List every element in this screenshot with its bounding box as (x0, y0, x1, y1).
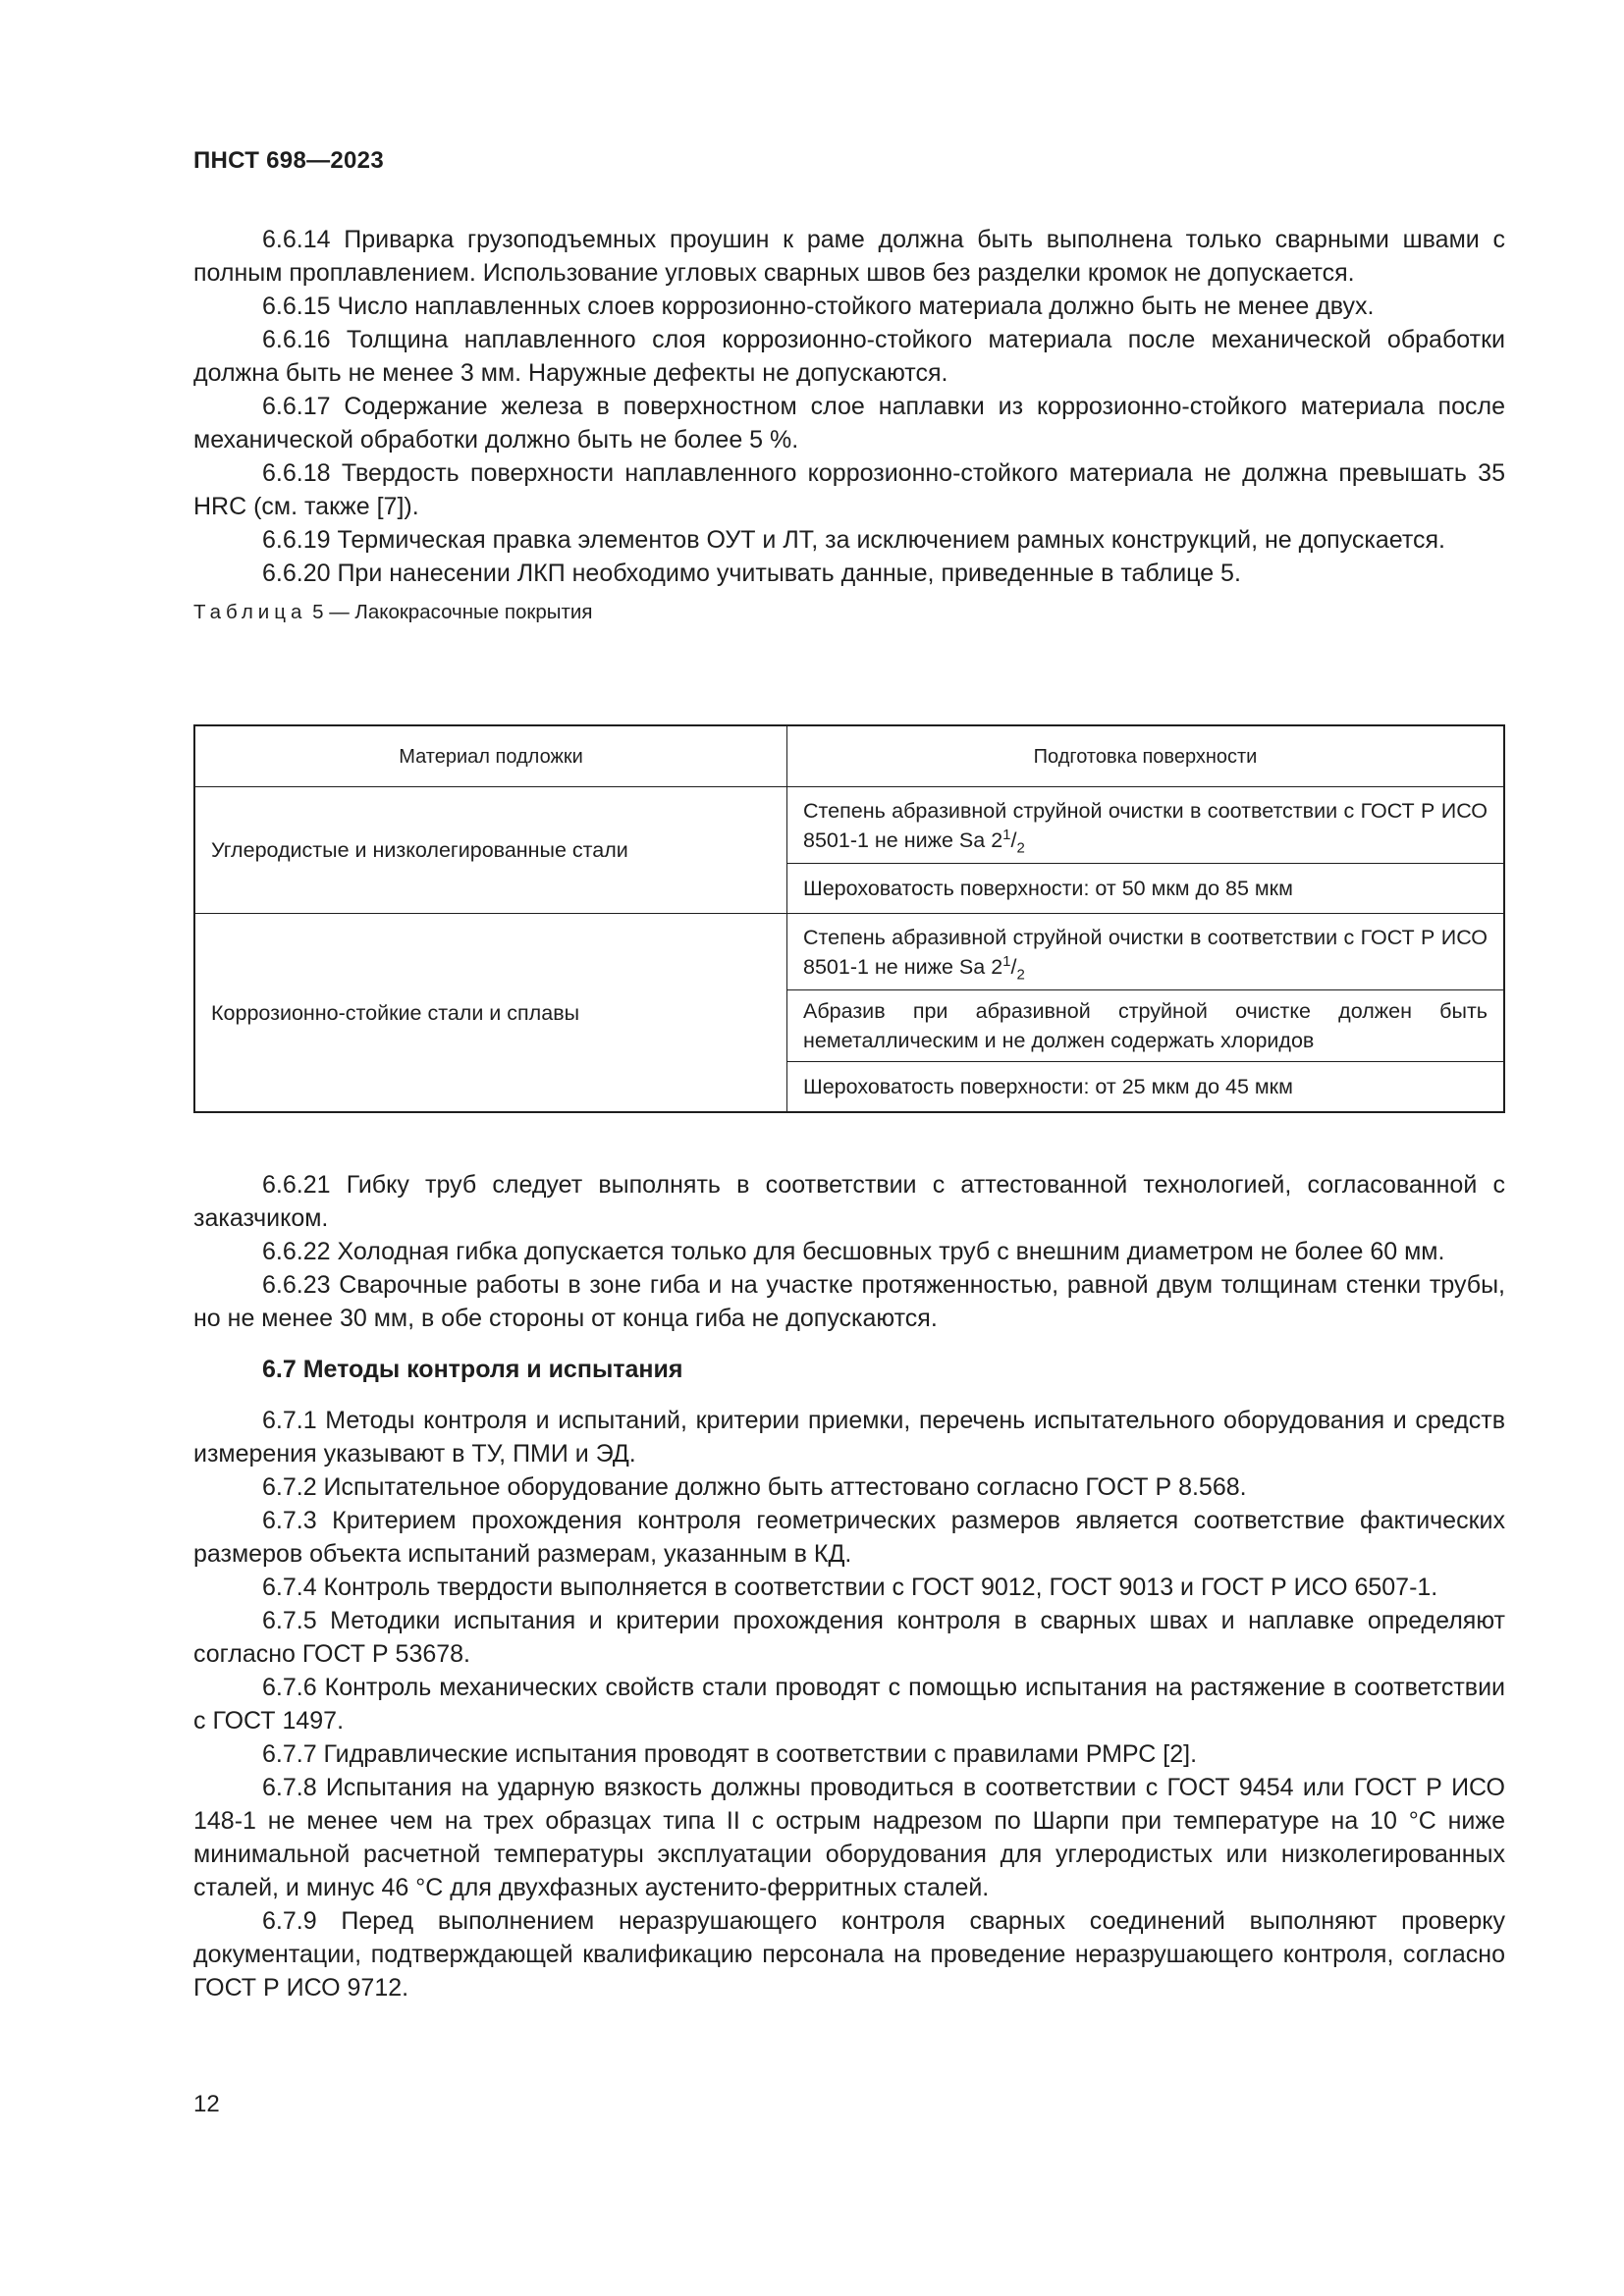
page-number: 12 (193, 2091, 220, 2117)
clause-6-7-8: 6.7.8 Испытания на ударную вязкость должны проводиться в соответствии с ГОСТ 9454 или ГОСТ Р ИСО 148-1 не менее чем на трех образцах типа II с острым надрезом по Шарпи при температуре на 10 °С ниже минимальной расчетной температуры эксплуатации оборудования для углеродистых или низколегированных сталей, и минус 46 °С для двухфазных аустенито-ферритных сталей. (193, 1774, 1505, 1901)
clause-6-6-20: 6.6.20 При нанесении ЛКП необходимо учитывать данные, приведенные в таблице 5. (262, 560, 1241, 587)
table-row (194, 914, 1504, 990)
clause-6-6-19: 6.6.19 Термическая правка элементов ОУТ и ЛТ, за исключением рамных конструкций, не допускается. (262, 526, 1445, 554)
prep-cell: Шероховатость поверхности: от 50 мкм до 85 мкм (787, 864, 1505, 914)
clause-6-7-4: 6.7.4 Контроль твердости выполняется в соответствии с ГОСТ 9012, ГОСТ 9013 и ГОСТ Р ИСО 6507-1. (262, 1574, 1438, 1601)
clause-6-7-1: 6.7.1 Методы контроля и испытаний, критерии приемки, перечень испытательного оборудования и средств измерения указывают в ТУ, ПМИ и ЭД. (193, 1407, 1505, 1468)
section-heading: 6.7 Методы контроля и испытания (262, 1356, 683, 1383)
clauses-before-table (193, 223, 1505, 627)
table-row (194, 787, 1504, 864)
coatings-table (193, 724, 1505, 1113)
clause-6-6-22: 6.6.22 Холодная гибка допускается только для бесшовных труб с внешним диаметром не более 60 мм. (262, 1238, 1445, 1265)
prep-text: Степень абразивной струйной очистки в соответствии с ГОСТ Р ИСО 8501-1 не ниже Sa 2 (803, 925, 1488, 979)
prep-text: Степень абразивной струйной очистки в соответствии с ГОСТ Р ИСО 8501-1 не ниже Sa 2 (803, 798, 1488, 852)
fraction-numerator: 1 (1002, 826, 1011, 843)
material-cell-carbon: Углеродистые и низколегированные стали (194, 787, 787, 914)
clause-6-7-6: 6.7.6 Контроль механических свойств стали проводят с помощью испытания на растяжение в соответствии с ГОСТ 1497. (193, 1674, 1505, 1735)
fraction-numerator: 1 (1002, 952, 1011, 970)
clause-6-6-17: 6.6.17 Содержание железа в поверхностном слое наплавки из коррозионно-стойкого материала после механической обработки должно быть не более 5 %. (193, 393, 1505, 454)
clause-6-7-5: 6.7.5 Методики испытания и критерии прохождения контроля в сварных швах и наплавке определяют согласно ГОСТ Р 53678. (193, 1607, 1505, 1668)
col-header-preparation: Подготовка поверхности (787, 725, 1505, 787)
col-header-material: Материал подложки (194, 725, 787, 787)
fraction-denominator: 2 (1016, 965, 1025, 983)
prep-cell: Шероховатость поверхности: от 25 мкм до 45 мкм (787, 1062, 1505, 1113)
clauses-after-table (193, 1168, 1505, 2004)
prep-cell: Степень абразивной струйной очистки в соответствии с ГОСТ Р ИСО 8501-1 не ниже Sa $2^1/_2$ (787, 914, 1505, 990)
clause-6-6-15: 6.6.15 Число наплавленных слоев коррозионно-стойкого материала должно быть не менее двух. (262, 293, 1375, 320)
table-caption-label: Таблица (193, 601, 307, 623)
clause-6-7-9: 6.7.9 Перед выполнением неразрушающего контроля сварных соединений выполняют проверку документации, подтверждающей квалификацию персонала на проведение неразрушающего контроля, согласно ГОСТ Р ИСО 9712. (193, 1907, 1505, 2002)
clause-6-7-3: 6.7.3 Критерием прохождения контроля геометрических размеров является соответствие фактических размеров объекта испытаний размерам, указанным в КД. (193, 1507, 1505, 1568)
clause-6-6-16: 6.6.16 Толщина наплавленного слоя коррозионно-стойкого материала после механической обработки должна быть не менее 3 мм. Наружные дефекты не допускаются. (193, 326, 1505, 387)
clause-6-7-7: 6.7.7 Гидравлические испытания проводят в соответствии с правилами РМРС [2]. (262, 1740, 1198, 1768)
prep-cell: Абразив при абразивной струйной очистке должен быть неметаллическим и не должен содержать хлоридов (787, 990, 1505, 1062)
table-caption-text: 5 — Лакокрасочные покрытия (312, 601, 593, 623)
clause-6-6-21: 6.6.21 Гибку труб следует выполнять в соответствии с аттестованной технологией, согласованной с заказчиком. (193, 1171, 1505, 1232)
material-cell-stainless: Коррозионно-стойкие стали и сплавы (194, 914, 787, 1113)
table-header-row (194, 725, 1504, 787)
document-header: ПНСТ 698—2023 (193, 147, 384, 174)
clause-6-6-14: 6.6.14 Приварка грузоподъемных проушин к раме должна быть выполнена только сварными швами с полным проплавлением. Использование угловых сварных швов без разделки кромок не допускается. (193, 226, 1505, 287)
clause-6-7-2: 6.7.2 Испытательное оборудование должно быть аттестовано согласно ГОСТ Р 8.568. (262, 1473, 1247, 1501)
table-caption (193, 598, 1505, 627)
clause-6-6-18: 6.6.18 Твердость поверхности наплавленного коррозионно-стойкого материала не должна превышать 35 HRC (см. также [7]). (193, 459, 1505, 520)
clause-6-6-23: 6.6.23 Сварочные работы в зоне гиба и на участке протяженностью, равной двум толщинам стенки трубы, но не менее 30 мм, в обе стороны от конца гиба не допускаются. (193, 1271, 1505, 1332)
fraction-denominator: 2 (1016, 838, 1025, 856)
prep-cell: Степень абразивной струйной очистки в соответствии с ГОСТ Р ИСО 8501-1 не ниже Sa $2^1/_2$ (787, 787, 1505, 864)
